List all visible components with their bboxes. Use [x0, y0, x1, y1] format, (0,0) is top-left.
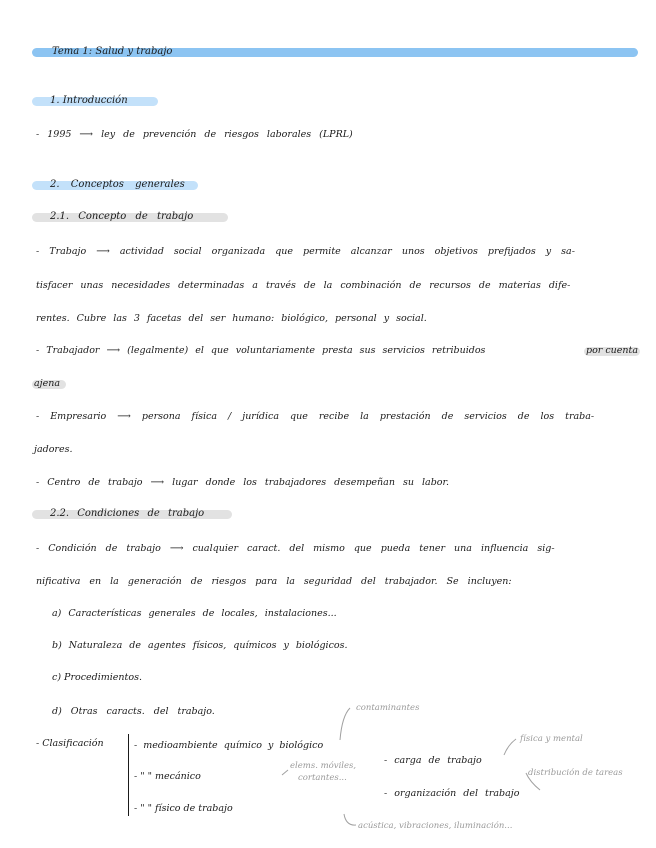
trabajo-line-1: - Trabajo ⟶ actividad social organizada que permite alcanzar unos objetivos prefijados y sa-	[36, 246, 575, 257]
note-cortantes: cortantes...	[298, 773, 347, 783]
empresario-line-1: - Empresario ⟶ persona física / jurídica que recibe la prestación de servicios de los traba-	[36, 411, 595, 422]
section-2-2-heading: 2.2. Condiciones de trabajo	[50, 508, 205, 519]
clasificacion-item-quimico: - medioambiente químico y biológico	[134, 740, 324, 751]
list-item-b: b) Naturaleza de agentes físicos, químicos y biológicos.	[52, 640, 348, 651]
lprl-item: - 1995 ⟶ ley de prevención de riesgos laborales (LPRL)	[36, 129, 353, 140]
note-elementos-moviles: elems. móviles,	[290, 761, 357, 771]
list-item-d: d) Otras caracts. del trabajo.	[52, 706, 215, 717]
page-title: Tema 1: Salud y trabajo	[52, 46, 173, 57]
note-contaminantes: contaminantes	[356, 703, 420, 713]
note-acustica: acústica, vibraciones, iluminación...	[358, 821, 513, 831]
condicion-line-1: - Condición de trabajo ⟶ cualquier caract. del mismo que pueda tener una influencia sig-	[36, 543, 555, 554]
section-1-heading: 1. Introducción	[50, 95, 128, 106]
ajena-text: ajena	[34, 378, 61, 389]
section-2-heading: 2. Conceptos generales	[50, 179, 185, 190]
note-distribucion-tareas: distribución de tareas	[528, 768, 623, 778]
empresario-line-2: jadores.	[34, 444, 73, 455]
trabajo-line-3: rentes. Cubre las 3 facetas del ser humano: biológico, personal y social.	[36, 313, 427, 324]
centro-trabajo-line: - Centro de trabajo ⟶ lugar donde los trabajadores desempeñan su labor.	[36, 477, 450, 488]
clasificacion-item-carga: - carga de trabajo	[384, 755, 482, 766]
clasificacion-label: - Clasificación	[36, 738, 104, 749]
section-2-1-heading: 2.1. Concepto de trabajo	[50, 211, 194, 222]
clasificacion-item-fisico: - " " físico de trabajo	[134, 803, 233, 814]
clasificacion-item-mecanico: - " " mecánico	[134, 771, 201, 782]
note-fisica-mental: física y mental	[520, 734, 583, 744]
por-cuenta-text: por cuenta	[586, 345, 639, 356]
clasificacion-item-organizacion: - organización del trabajo	[384, 788, 520, 799]
list-item-a: a) Características generales de locales, instalaciones...	[52, 608, 337, 619]
condicion-line-2: nificativa en la generación de riesgos para la seguridad del trabajador. Se incluyen:	[36, 576, 512, 587]
trabajador-line-1: - Trabajador ⟶ (legalmente) el que voluntariamente presta sus servicios retribuidos	[36, 345, 486, 356]
list-item-c: c) Procedimientos.	[52, 672, 142, 683]
trabajo-line-2: tisfacer unas necesidades determinadas a través de la combinación de recursos de materias dife-	[36, 280, 571, 291]
